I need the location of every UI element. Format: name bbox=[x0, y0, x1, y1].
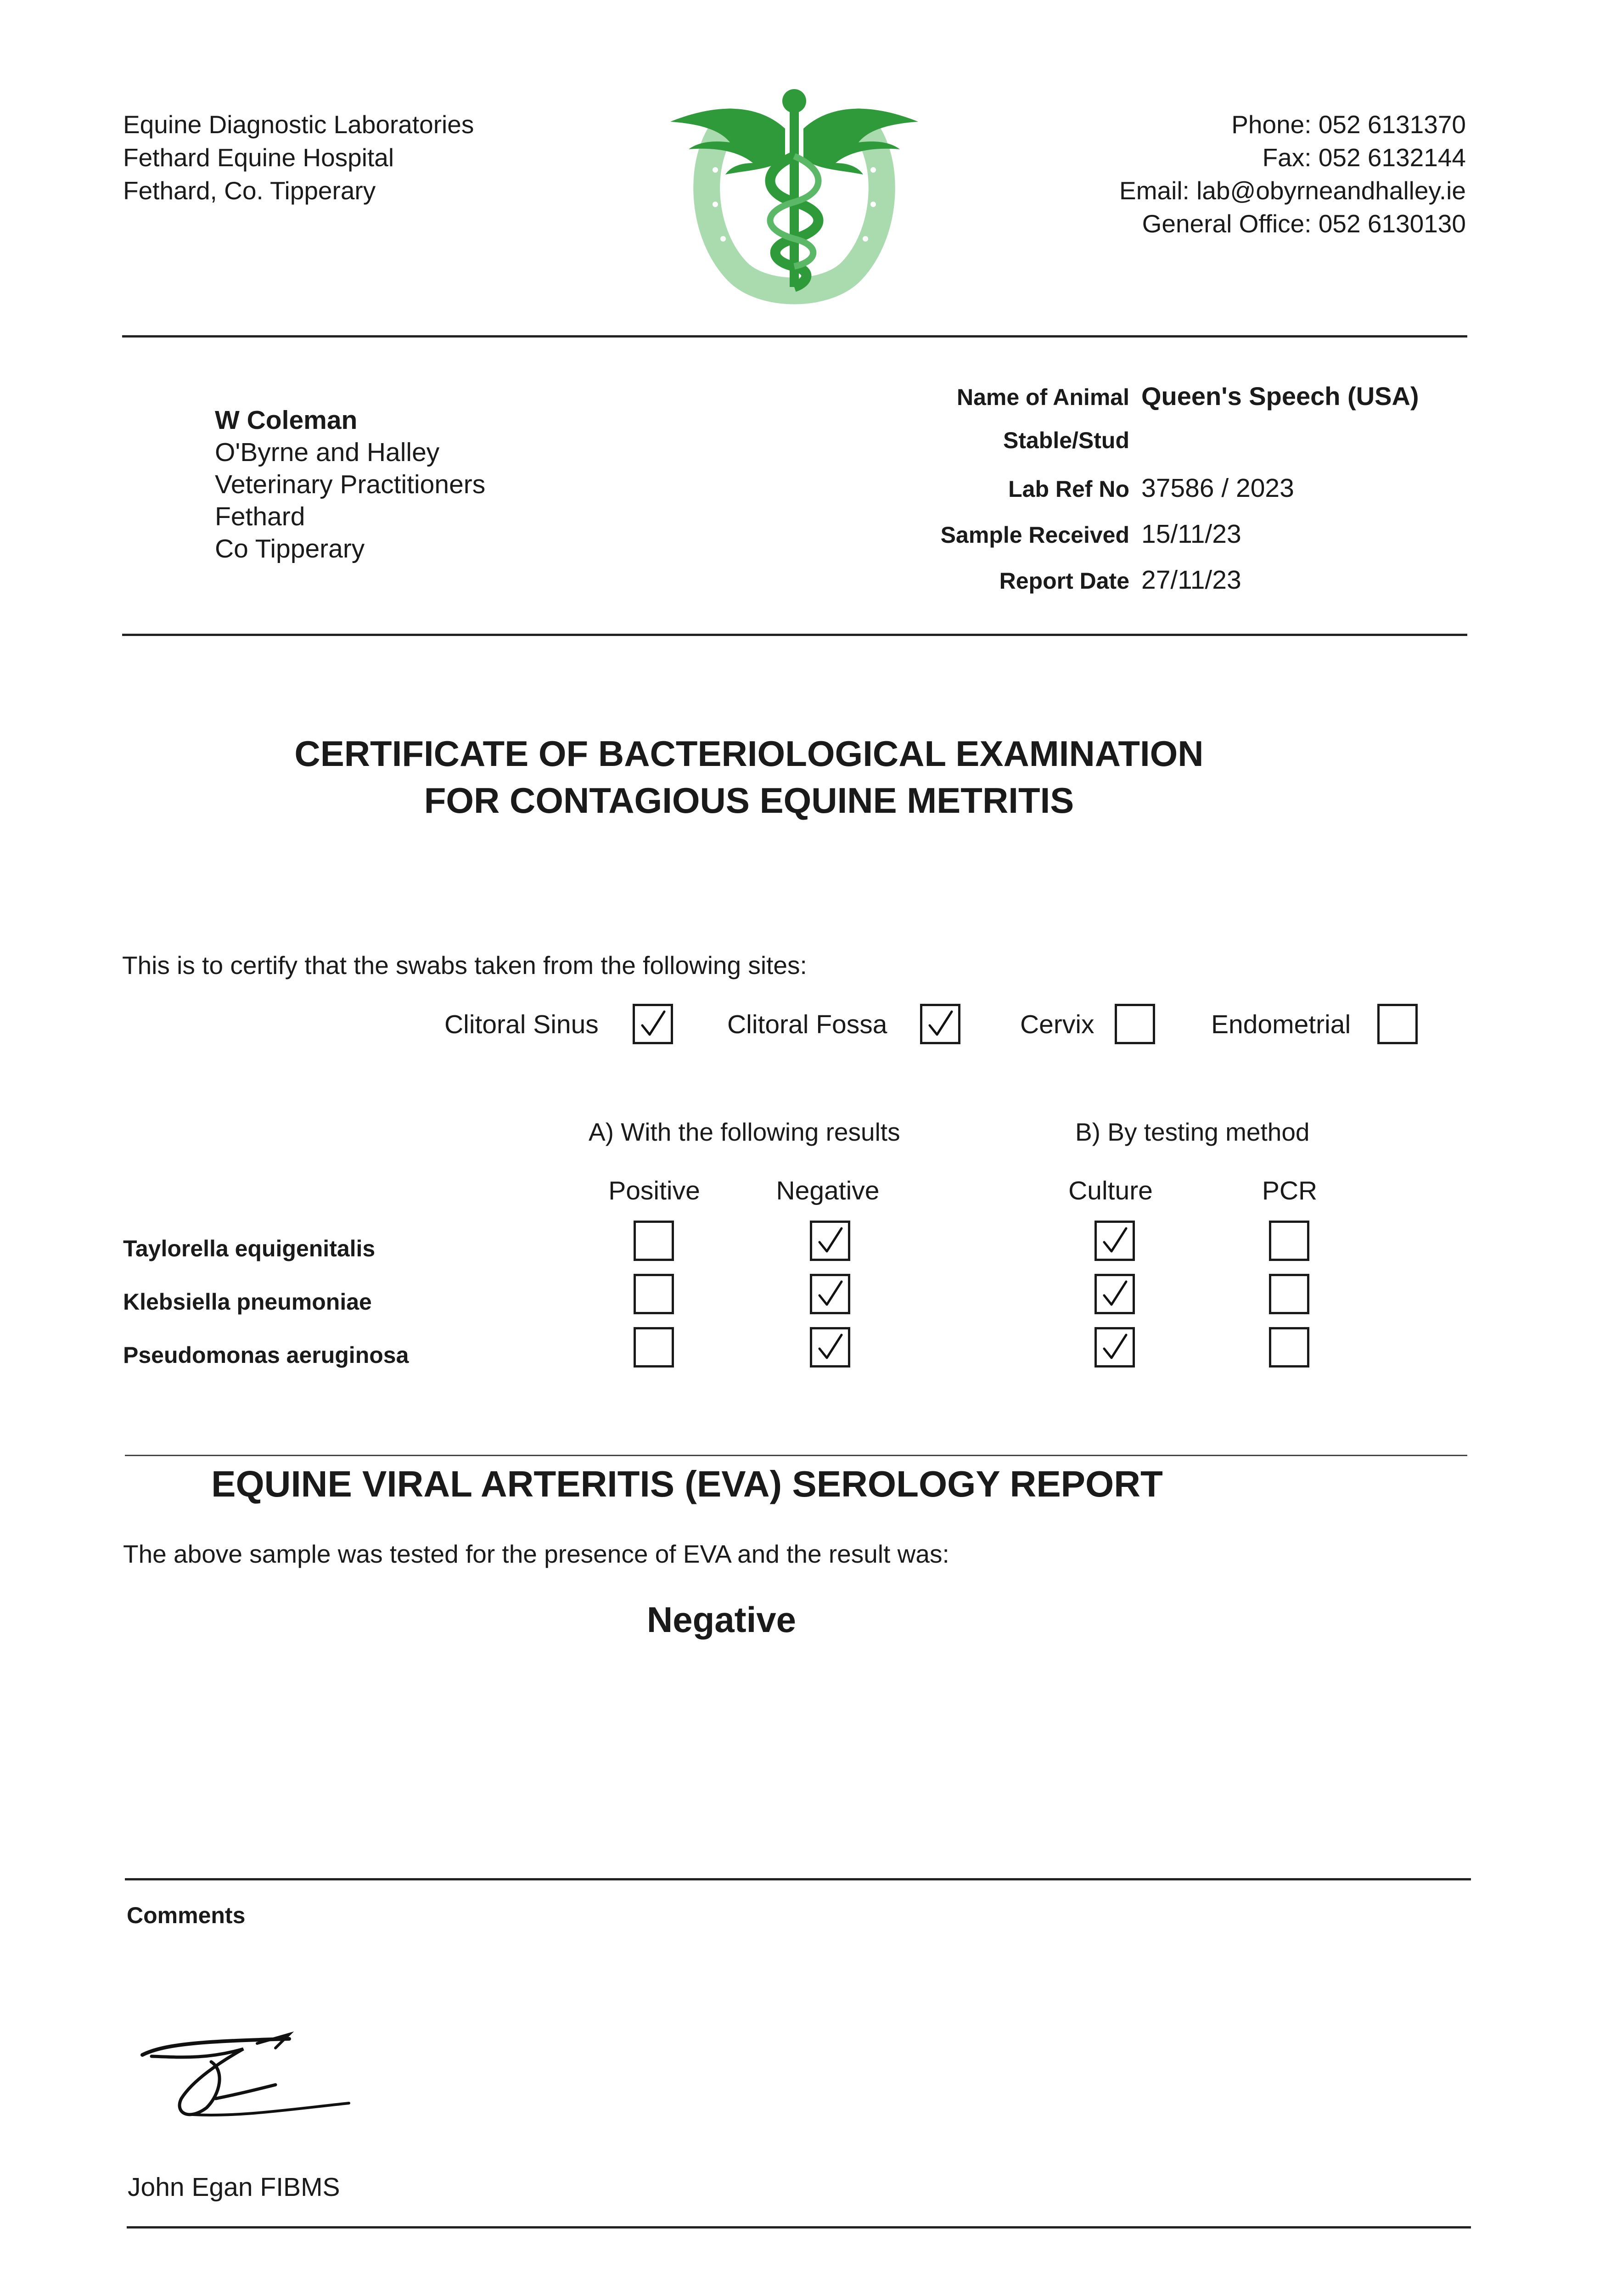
lab-hospital: Fethard Equine Hospital bbox=[123, 143, 394, 172]
general-office: General Office: 052 6130130 bbox=[1142, 209, 1466, 238]
organism-klebsiella-label: Klebsiella pneumoniae bbox=[123, 1289, 372, 1315]
recipient-address bbox=[215, 404, 485, 565]
certificate-title bbox=[0, 730, 1622, 824]
site-endometrial-checkbox bbox=[1377, 1004, 1418, 1044]
lab-location: Fethard, Co. Tipperary bbox=[123, 176, 376, 205]
certificate-intro: This is to certify that the swabs taken from the following sites: bbox=[122, 951, 807, 979]
taylorella-positive-checkbox bbox=[634, 1221, 674, 1261]
footer-divider bbox=[127, 2226, 1471, 2228]
checkmark-icon bbox=[816, 1227, 844, 1255]
eva-divider bbox=[125, 1455, 1467, 1456]
stable-row bbox=[845, 427, 1141, 454]
fax: Fax: 052 6132144 bbox=[1262, 143, 1466, 172]
received-value: 15/11/23 bbox=[1141, 519, 1241, 549]
lab-address bbox=[123, 108, 474, 207]
report-date-value: 27/11/23 bbox=[1141, 565, 1241, 595]
organism-taylorella-label: Taylorella equigenitalis bbox=[123, 1236, 376, 1261]
site-endometrial-label: Endometrial bbox=[1211, 1010, 1351, 1039]
method-heading: B) By testing method bbox=[1075, 1118, 1310, 1146]
animal-label: Name of Animal bbox=[956, 384, 1129, 410]
header-divider bbox=[122, 335, 1467, 338]
recipient-name: W Coleman bbox=[215, 405, 358, 435]
caduceus-horseshoe-icon bbox=[661, 78, 927, 308]
site-cervix-label: Cervix bbox=[1020, 1010, 1094, 1039]
klebsiella-negative-checkbox bbox=[810, 1274, 850, 1314]
pseudomonas-negative-checkbox bbox=[810, 1327, 850, 1367]
signer-name: John Egan FIBMS bbox=[128, 2172, 340, 2202]
site-clitoral-sinus-label: Clitoral Sinus bbox=[444, 1010, 599, 1039]
checkmark-icon bbox=[1100, 1227, 1129, 1255]
report-date-label: Report Date bbox=[999, 568, 1129, 594]
certificate-title-line2: FOR CONTAGIOUS EQUINE METRITIS bbox=[424, 780, 1074, 821]
checkmark-icon bbox=[816, 1333, 844, 1362]
animal-row bbox=[845, 381, 1419, 411]
site-cervix-checkbox bbox=[1115, 1004, 1155, 1044]
comments-label: Comments bbox=[127, 1902, 246, 1928]
pseudomonas-culture-checkbox bbox=[1094, 1327, 1135, 1367]
site-clitoral-fossa-label: Clitoral Fossa bbox=[727, 1010, 887, 1039]
email: Email: lab@obyrneandhalley.ie bbox=[1119, 176, 1466, 205]
animal-name: Queen's Speech (USA) bbox=[1141, 382, 1419, 411]
organism-pseudomonas-label: Pseudomonas aeruginosa bbox=[123, 1342, 409, 1368]
stable-label: Stable/Stud bbox=[1003, 428, 1129, 453]
pseudomonas-pcr-checkbox bbox=[1269, 1327, 1309, 1367]
checkmark-icon bbox=[926, 1010, 954, 1038]
labref-label: Lab Ref No bbox=[1008, 476, 1129, 502]
recipient-description: Veterinary Practitioners bbox=[215, 470, 486, 499]
recipient-practice: O'Byrne and Halley bbox=[215, 438, 440, 467]
handwritten-signature bbox=[138, 2030, 358, 2131]
taylorella-pcr-checkbox bbox=[1269, 1221, 1309, 1261]
taylorella-culture-checkbox bbox=[1094, 1221, 1135, 1261]
checkmark-icon bbox=[816, 1280, 844, 1308]
checkmark-icon bbox=[1100, 1333, 1129, 1362]
labref-row bbox=[845, 473, 1294, 503]
recipient-county: Co Tipperary bbox=[215, 534, 365, 563]
lab-contact bbox=[1119, 108, 1466, 240]
phone: Phone: 052 6131370 bbox=[1231, 110, 1466, 139]
received-label: Sample Received bbox=[940, 522, 1129, 548]
klebsiella-positive-checkbox bbox=[634, 1274, 674, 1314]
labref-value: 37586 / 2023 bbox=[1141, 473, 1294, 503]
eva-title: EQUINE VIRAL ARTERITIS (EVA) SEROLOGY REPORT bbox=[211, 1463, 1163, 1504]
lab-name: Equine Diagnostic Laboratories bbox=[123, 110, 474, 139]
col-negative: Negative bbox=[776, 1176, 880, 1205]
received-row bbox=[845, 519, 1241, 549]
certificate-title-line1: CERTIFICATE OF BACTERIOLOGICAL EXAMINATION bbox=[294, 733, 1204, 774]
site-clitoral-fossa-checkbox bbox=[920, 1004, 960, 1044]
col-positive: Positive bbox=[608, 1176, 700, 1205]
checkmark-icon bbox=[639, 1010, 667, 1038]
klebsiella-culture-checkbox bbox=[1094, 1274, 1135, 1314]
col-culture: Culture bbox=[1068, 1176, 1153, 1205]
recipient-town: Fethard bbox=[215, 502, 305, 531]
results-heading: A) With the following results bbox=[589, 1118, 900, 1146]
report-date-row bbox=[845, 565, 1241, 595]
klebsiella-pcr-checkbox bbox=[1269, 1274, 1309, 1314]
taylorella-negative-checkbox bbox=[810, 1221, 850, 1261]
details-divider bbox=[122, 634, 1467, 636]
col-pcr: PCR bbox=[1262, 1176, 1318, 1205]
eva-text: The above sample was tested for the presence of EVA and the result was: bbox=[123, 1540, 949, 1568]
site-clitoral-sinus-checkbox bbox=[633, 1004, 673, 1044]
comments-divider bbox=[125, 1878, 1471, 1880]
eva-result: Negative bbox=[646, 1599, 797, 1640]
pseudomonas-positive-checkbox bbox=[634, 1327, 674, 1367]
checkmark-icon bbox=[1100, 1280, 1129, 1308]
